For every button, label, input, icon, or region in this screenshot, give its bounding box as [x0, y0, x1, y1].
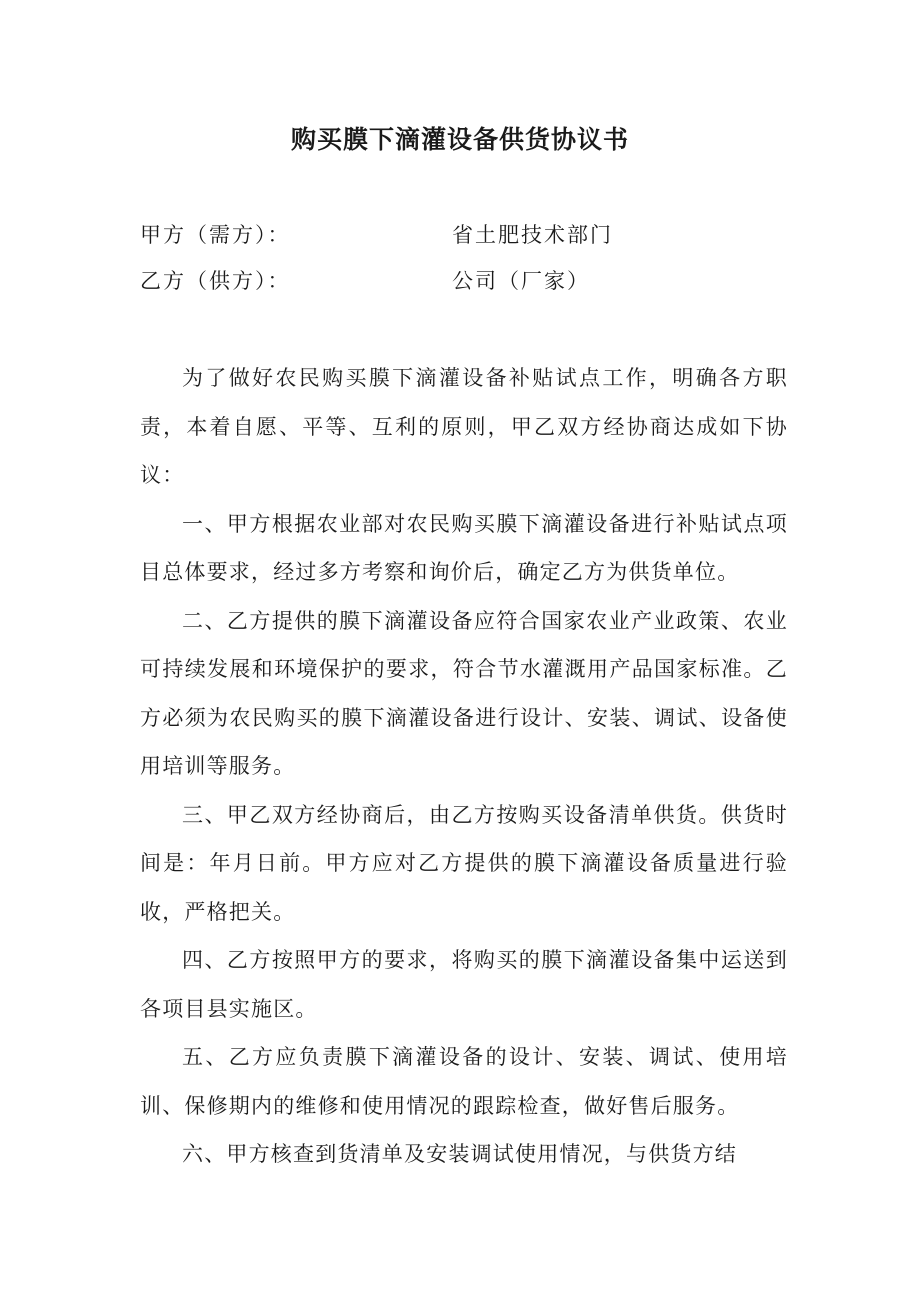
paragraph-clause-5: 五、乙方应负责膜下滴灌设备的设计、安装、调试、使用培训、保修期内的维修和使用情况的跟踪检查，做好售后服务。 — [140, 1045, 788, 1118]
party-b-line — [140, 258, 800, 304]
party-a-line — [140, 212, 800, 258]
agreement-body — [140, 354, 788, 1179]
document-title: 购买膜下滴灌设备供货协议书 — [290, 125, 629, 154]
party-a-value: 省土肥技术部门 — [452, 223, 613, 247]
paragraph-clause-2: 二、乙方提供的膜下滴灌设备应符合国家农业产业政策、农业可持续发展和环境保护的要求，符合节水灌溉用产品国家标准。乙方必须为农民购买的膜下滴灌设备进行设计、安装、调试、设备使用培训等服务。 — [140, 608, 788, 778]
paragraph-clause-4: 四、乙方按照甲方的要求，将购买的膜下滴灌设备集中运送到各项目县实施区。 — [140, 948, 788, 1021]
party-a-label: 甲方（需方）： — [140, 223, 291, 247]
paragraph-preamble: 为了做好农民购买膜下滴灌设备补贴试点工作，明确各方职责，本着自愿、平等、互利的原则，甲乙双方经协商达成如下协议： — [140, 366, 788, 487]
party-b-label: 乙方（供方）： — [140, 269, 291, 293]
paragraph-clause-1: 一、甲方根据农业部对农民购买膜下滴灌设备进行补贴试点项目总体要求，经过多方考察和询价后，确定乙方为供货单位。 — [140, 511, 788, 584]
party-b-value: 公司（厂家） — [452, 269, 590, 293]
paragraph-clause-3: 三、甲乙双方经协商后，由乙方按购买设备清单供货。供货时间是：年月日前。甲方应对乙方提供的膜下滴灌设备质量进行验收，严格把关。 — [140, 802, 788, 924]
paragraph-clause-6: 六、甲方核查到货清单及安装调试使用情况，与供货方结 — [182, 1142, 737, 1166]
